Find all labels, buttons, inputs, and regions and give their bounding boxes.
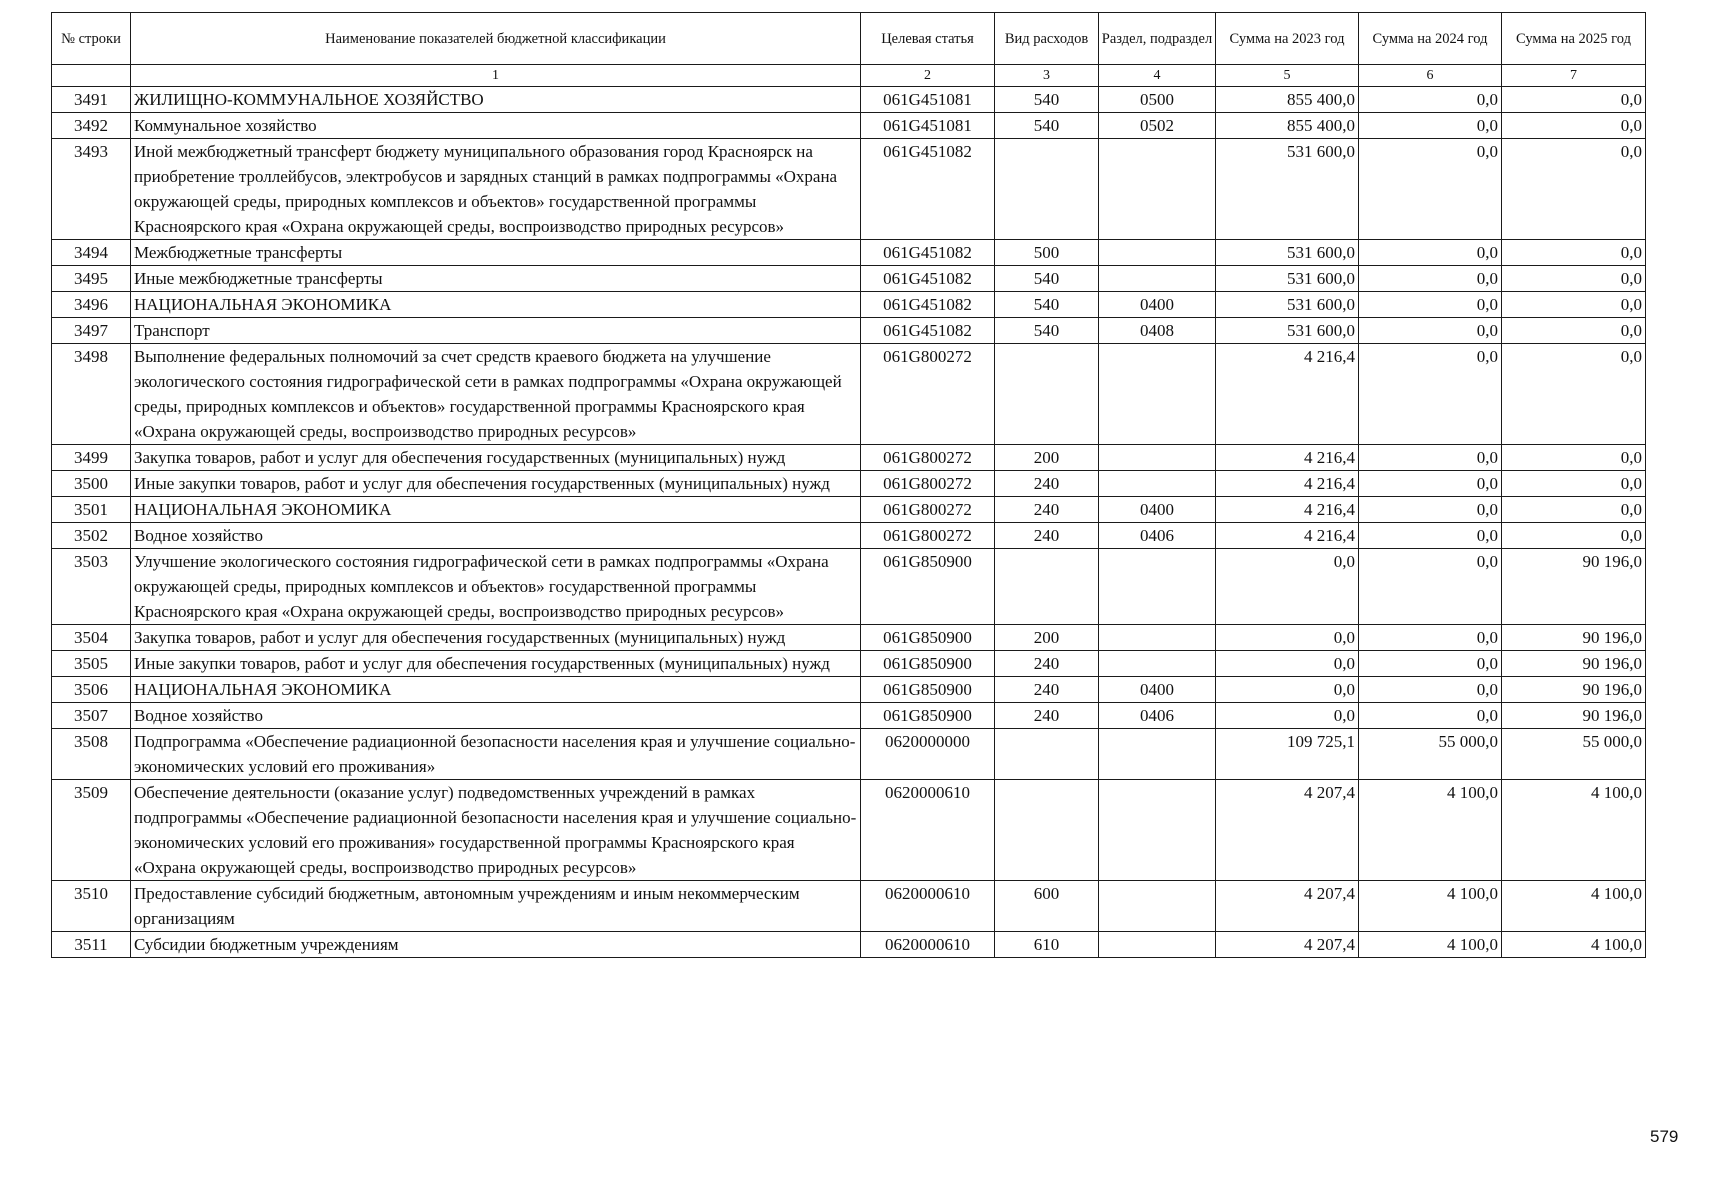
- expense-type-cell: 540: [995, 113, 1099, 139]
- section-cell: 0400: [1099, 677, 1216, 703]
- sum-2025-cell: 0,0: [1502, 266, 1646, 292]
- target-article-cell: 061G850900: [861, 625, 995, 651]
- table-row: [52, 87, 1646, 113]
- table-row: [52, 932, 1646, 958]
- sum-2024-cell: 0,0: [1359, 677, 1502, 703]
- section-cell: 0400: [1099, 497, 1216, 523]
- sum-2024-cell: 0,0: [1359, 549, 1502, 625]
- header-sum-2024: Сумма на 2024 год: [1359, 13, 1502, 65]
- row-number-cell: 3493: [52, 139, 131, 240]
- section-cell: [1099, 471, 1216, 497]
- sum-2023-cell: 0,0: [1216, 625, 1359, 651]
- sum-2025-cell: 90 196,0: [1502, 703, 1646, 729]
- sum-2024-cell: 0,0: [1359, 318, 1502, 344]
- sum-2023-cell: 855 400,0: [1216, 113, 1359, 139]
- row-number-cell: 3491: [52, 87, 131, 113]
- sum-2025-cell: 4 100,0: [1502, 780, 1646, 881]
- row-number-cell: 3496: [52, 292, 131, 318]
- sum-2023-cell: 531 600,0: [1216, 139, 1359, 240]
- table-header: [52, 13, 1646, 87]
- target-article-cell: 061G850900: [861, 651, 995, 677]
- sum-2025-cell: 0,0: [1502, 445, 1646, 471]
- column-number: 5: [1216, 65, 1359, 87]
- column-number-row: [52, 65, 1646, 87]
- table-row: [52, 881, 1646, 932]
- expense-type-cell: 240: [995, 703, 1099, 729]
- sum-2024-cell: 0,0: [1359, 87, 1502, 113]
- sum-2025-cell: 0,0: [1502, 139, 1646, 240]
- section-cell: [1099, 881, 1216, 932]
- sum-2023-cell: 531 600,0: [1216, 240, 1359, 266]
- indicator-name-cell: Субсидии бюджетным учреждениям: [131, 932, 861, 958]
- indicator-name-cell: Выполнение федеральных полномочий за счет средств краевого бюджета на улучшение экологического состояния гидрографической сети в рамках подпрограммы «Охрана окружающей среды, природных комплексов и объектов» государственной программы Красноярского края «Охрана окружающей среды, воспроизводство природных ресурсов»: [131, 344, 861, 445]
- table-row: [52, 471, 1646, 497]
- target-article-cell: 061G451082: [861, 240, 995, 266]
- table-row: [52, 523, 1646, 549]
- row-number-cell: 3505: [52, 651, 131, 677]
- section-cell: [1099, 344, 1216, 445]
- column-number: [52, 65, 131, 87]
- sum-2024-cell: 0,0: [1359, 523, 1502, 549]
- row-number-cell: 3508: [52, 729, 131, 780]
- sum-2025-cell: 0,0: [1502, 523, 1646, 549]
- table-row: [52, 703, 1646, 729]
- section-cell: [1099, 932, 1216, 958]
- expense-type-cell: 610: [995, 932, 1099, 958]
- sum-2024-cell: 0,0: [1359, 445, 1502, 471]
- sum-2025-cell: 0,0: [1502, 344, 1646, 445]
- sum-2025-cell: 55 000,0: [1502, 729, 1646, 780]
- indicator-name-cell: Водное хозяйство: [131, 523, 861, 549]
- indicator-name-cell: Коммунальное хозяйство: [131, 113, 861, 139]
- table-row: [52, 318, 1646, 344]
- target-article-cell: 061G800272: [861, 344, 995, 445]
- sum-2023-cell: 4 207,4: [1216, 780, 1359, 881]
- indicator-name-cell: Улучшение экологического состояния гидрографической сети в рамках подпрограммы «Охрана окружающей среды, природных комплексов и объектов» государственной программы Красноярского края «Охрана окружающей среды, воспроизводство природных ресурсов»: [131, 549, 861, 625]
- expense-type-cell: 240: [995, 651, 1099, 677]
- header-target: Целевая статья: [861, 13, 995, 65]
- target-article-cell: 061G800272: [861, 497, 995, 523]
- indicator-name-cell: ЖИЛИЩНО-КОММУНАЛЬНОЕ ХОЗЯЙСТВО: [131, 87, 861, 113]
- row-number-cell: 3510: [52, 881, 131, 932]
- sum-2025-cell: 0,0: [1502, 497, 1646, 523]
- target-article-cell: 061G800272: [861, 471, 995, 497]
- sum-2023-cell: 4 216,4: [1216, 445, 1359, 471]
- target-article-cell: 061G800272: [861, 445, 995, 471]
- page-number: 579: [1650, 1127, 1679, 1146]
- section-cell: 0408: [1099, 318, 1216, 344]
- sum-2024-cell: 0,0: [1359, 292, 1502, 318]
- row-number-cell: 3507: [52, 703, 131, 729]
- expense-type-cell: 240: [995, 523, 1099, 549]
- expense-type-cell: [995, 549, 1099, 625]
- indicator-name-cell: Подпрограмма «Обеспечение радиационной безопасности населения края и улучшение социально-экономических условий его проживания»: [131, 729, 861, 780]
- sum-2025-cell: 90 196,0: [1502, 549, 1646, 625]
- table-row: [52, 240, 1646, 266]
- table-row: [52, 445, 1646, 471]
- table-row: [52, 625, 1646, 651]
- sum-2024-cell: 0,0: [1359, 703, 1502, 729]
- indicator-name-cell: Закупка товаров, работ и услуг для обеспечения государственных (муниципальных) нужд: [131, 445, 861, 471]
- column-number: 2: [861, 65, 995, 87]
- target-article-cell: 061G451082: [861, 292, 995, 318]
- sum-2023-cell: 855 400,0: [1216, 87, 1359, 113]
- indicator-name-cell: Предоставление субсидий бюджетным, автономным учреждениям и иным некоммерческим организациям: [131, 881, 861, 932]
- sum-2024-cell: 4 100,0: [1359, 881, 1502, 932]
- sum-2025-cell: 4 100,0: [1502, 881, 1646, 932]
- sum-2025-cell: 0,0: [1502, 318, 1646, 344]
- indicator-name-cell: Закупка товаров, работ и услуг для обеспечения государственных (муниципальных) нужд: [131, 625, 861, 651]
- expense-type-cell: 540: [995, 292, 1099, 318]
- section-cell: 0500: [1099, 87, 1216, 113]
- header-expense-type: Вид расходов: [995, 13, 1099, 65]
- indicator-name-cell: Межбюджетные трансферты: [131, 240, 861, 266]
- expense-type-cell: 500: [995, 240, 1099, 266]
- header-section: Раздел, подраздел: [1099, 13, 1216, 65]
- section-cell: 0400: [1099, 292, 1216, 318]
- sum-2023-cell: 109 725,1: [1216, 729, 1359, 780]
- header-row-no: № строки: [52, 13, 131, 65]
- row-number-cell: 3492: [52, 113, 131, 139]
- sum-2025-cell: 0,0: [1502, 113, 1646, 139]
- indicator-name-cell: НАЦИОНАЛЬНАЯ ЭКОНОМИКА: [131, 292, 861, 318]
- sum-2024-cell: 0,0: [1359, 497, 1502, 523]
- sum-2025-cell: 0,0: [1502, 87, 1646, 113]
- row-number-cell: 3502: [52, 523, 131, 549]
- sum-2025-cell: 90 196,0: [1502, 625, 1646, 651]
- row-number-cell: 3509: [52, 780, 131, 881]
- sum-2024-cell: 0,0: [1359, 344, 1502, 445]
- sum-2023-cell: 4 207,4: [1216, 932, 1359, 958]
- indicator-name-cell: Транспорт: [131, 318, 861, 344]
- target-article-cell: 0620000610: [861, 881, 995, 932]
- table-row: [52, 266, 1646, 292]
- header-name: Наименование показателей бюджетной классификации: [131, 13, 861, 65]
- row-number-cell: 3500: [52, 471, 131, 497]
- column-number: 3: [995, 65, 1099, 87]
- row-number-cell: 3511: [52, 932, 131, 958]
- column-number: 4: [1099, 65, 1216, 87]
- sum-2023-cell: 531 600,0: [1216, 266, 1359, 292]
- table-row: [52, 780, 1646, 881]
- table-body: [52, 87, 1646, 958]
- sum-2023-cell: 531 600,0: [1216, 292, 1359, 318]
- row-number-cell: 3506: [52, 677, 131, 703]
- target-article-cell: 0620000610: [861, 780, 995, 881]
- row-number-cell: 3501: [52, 497, 131, 523]
- sum-2023-cell: 0,0: [1216, 677, 1359, 703]
- budget-table: [51, 12, 1646, 958]
- indicator-name-cell: Водное хозяйство: [131, 703, 861, 729]
- header-sum-2023: Сумма на 2023 год: [1216, 13, 1359, 65]
- row-number-cell: 3494: [52, 240, 131, 266]
- indicator-name-cell: Иные закупки товаров, работ и услуг для обеспечения государственных (муниципальных) нужд: [131, 651, 861, 677]
- row-number-cell: 3498: [52, 344, 131, 445]
- sum-2023-cell: 4 207,4: [1216, 881, 1359, 932]
- section-cell: [1099, 729, 1216, 780]
- section-cell: [1099, 549, 1216, 625]
- expense-type-cell: 540: [995, 87, 1099, 113]
- indicator-name-cell: НАЦИОНАЛЬНАЯ ЭКОНОМИКА: [131, 497, 861, 523]
- column-number: 1: [131, 65, 861, 87]
- sum-2024-cell: 0,0: [1359, 625, 1502, 651]
- section-cell: [1099, 625, 1216, 651]
- expense-type-cell: 200: [995, 445, 1099, 471]
- table-row: [52, 549, 1646, 625]
- sum-2023-cell: 0,0: [1216, 549, 1359, 625]
- sum-2023-cell: 4 216,4: [1216, 497, 1359, 523]
- table-row: [52, 729, 1646, 780]
- table-row: [52, 292, 1646, 318]
- expense-type-cell: [995, 729, 1099, 780]
- row-number-cell: 3504: [52, 625, 131, 651]
- indicator-name-cell: НАЦИОНАЛЬНАЯ ЭКОНОМИКА: [131, 677, 861, 703]
- sum-2025-cell: 4 100,0: [1502, 932, 1646, 958]
- table-row: [52, 139, 1646, 240]
- indicator-name-cell: Иной межбюджетный трансферт бюджету муниципального образования город Красноярск на приобретение троллейбусов, электробусов и зарядных станций в рамках подпрограммы «Охрана окружающей среды, природных комплексов и объектов» государственной программы Красноярского края «Охрана окружающей среды, воспроизводство природных ресурсов»: [131, 139, 861, 240]
- sum-2024-cell: 0,0: [1359, 471, 1502, 497]
- target-article-cell: 0620000610: [861, 932, 995, 958]
- table-row: [52, 497, 1646, 523]
- column-number: 7: [1502, 65, 1646, 87]
- target-article-cell: 061G451082: [861, 318, 995, 344]
- sum-2024-cell: 0,0: [1359, 266, 1502, 292]
- expense-type-cell: 240: [995, 677, 1099, 703]
- target-article-cell: 061G850900: [861, 677, 995, 703]
- sum-2023-cell: 0,0: [1216, 651, 1359, 677]
- sum-2025-cell: 0,0: [1502, 240, 1646, 266]
- target-article-cell: 061G451081: [861, 113, 995, 139]
- table-row: [52, 344, 1646, 445]
- sum-2023-cell: 4 216,4: [1216, 523, 1359, 549]
- section-cell: [1099, 780, 1216, 881]
- row-number-cell: 3495: [52, 266, 131, 292]
- target-article-cell: 061G451082: [861, 266, 995, 292]
- sum-2025-cell: 90 196,0: [1502, 677, 1646, 703]
- target-article-cell: 061G850900: [861, 549, 995, 625]
- sum-2023-cell: 531 600,0: [1216, 318, 1359, 344]
- row-number-cell: 3499: [52, 445, 131, 471]
- section-cell: [1099, 266, 1216, 292]
- sum-2025-cell: 0,0: [1502, 471, 1646, 497]
- indicator-name-cell: Иные закупки товаров, работ и услуг для обеспечения государственных (муниципальных) нужд: [131, 471, 861, 497]
- table-row: [52, 677, 1646, 703]
- expense-type-cell: [995, 780, 1099, 881]
- sum-2024-cell: 0,0: [1359, 113, 1502, 139]
- sum-2025-cell: 90 196,0: [1502, 651, 1646, 677]
- target-article-cell: 061G850900: [861, 703, 995, 729]
- sum-2023-cell: 0,0: [1216, 703, 1359, 729]
- expense-type-cell: [995, 344, 1099, 445]
- sum-2024-cell: 4 100,0: [1359, 780, 1502, 881]
- section-cell: 0406: [1099, 523, 1216, 549]
- header-sum-2025: Сумма на 2025 год: [1502, 13, 1646, 65]
- row-number-cell: 3497: [52, 318, 131, 344]
- indicator-name-cell: Иные межбюджетные трансферты: [131, 266, 861, 292]
- sum-2024-cell: 55 000,0: [1359, 729, 1502, 780]
- table-row: [52, 113, 1646, 139]
- expense-type-cell: 540: [995, 318, 1099, 344]
- indicator-name-cell: Обеспечение деятельности (оказание услуг) подведомственных учреждений в рамках подпрограммы «Обеспечение радиационной безопасности населения края и улучшение социально-экономических условий его проживания» государственной программы Красноярского края «Охрана окружающей среды, воспроизводство природных ресурсов»: [131, 780, 861, 881]
- column-number: 6: [1359, 65, 1502, 87]
- section-cell: [1099, 445, 1216, 471]
- target-article-cell: 0620000000: [861, 729, 995, 780]
- header-row: [52, 13, 1646, 65]
- row-number-cell: 3503: [52, 549, 131, 625]
- section-cell: 0502: [1099, 113, 1216, 139]
- section-cell: [1099, 651, 1216, 677]
- sum-2024-cell: 0,0: [1359, 139, 1502, 240]
- expense-type-cell: 600: [995, 881, 1099, 932]
- target-article-cell: 061G800272: [861, 523, 995, 549]
- section-cell: [1099, 240, 1216, 266]
- sum-2024-cell: 0,0: [1359, 240, 1502, 266]
- sum-2025-cell: 0,0: [1502, 292, 1646, 318]
- target-article-cell: 061G451082: [861, 139, 995, 240]
- sum-2024-cell: 0,0: [1359, 651, 1502, 677]
- sum-2023-cell: 4 216,4: [1216, 471, 1359, 497]
- expense-type-cell: 540: [995, 266, 1099, 292]
- sum-2024-cell: 4 100,0: [1359, 932, 1502, 958]
- target-article-cell: 061G451081: [861, 87, 995, 113]
- table-row: [52, 651, 1646, 677]
- sum-2023-cell: 4 216,4: [1216, 344, 1359, 445]
- section-cell: 0406: [1099, 703, 1216, 729]
- document-page: [51, 12, 1646, 958]
- expense-type-cell: 240: [995, 497, 1099, 523]
- expense-type-cell: 240: [995, 471, 1099, 497]
- section-cell: [1099, 139, 1216, 240]
- expense-type-cell: [995, 139, 1099, 240]
- expense-type-cell: 200: [995, 625, 1099, 651]
